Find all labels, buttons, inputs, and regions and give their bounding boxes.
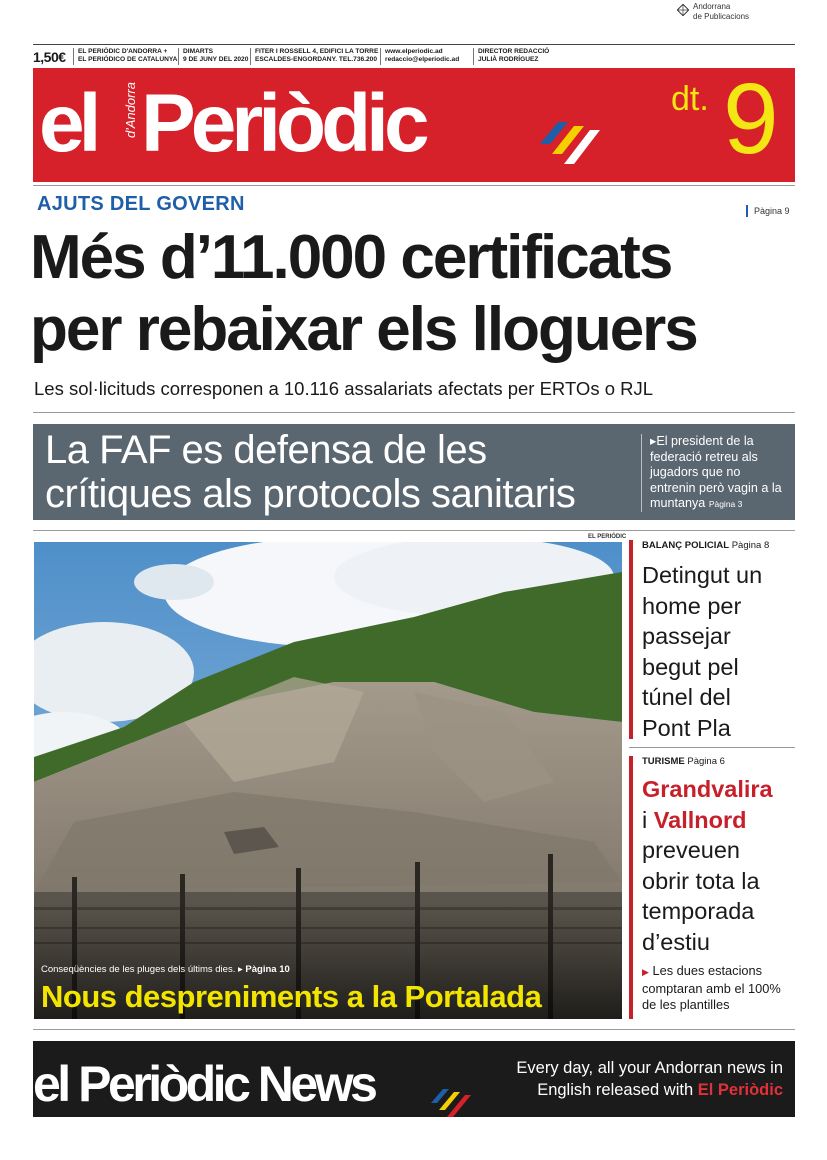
lead-deck: Les sol·licituds corresponen a 10.116 assalariats afectats per ERTOs o RJL: [34, 378, 654, 399]
address: [250, 48, 378, 65]
triangle-bullet-icon: ▶: [642, 967, 649, 977]
publisher: [677, 2, 749, 21]
issue-day: DIMARTS: [183, 48, 214, 55]
divider: [33, 412, 795, 413]
tagline-line-1: Every day, all your Andorran news in: [516, 1059, 783, 1077]
issue-date: [178, 48, 248, 65]
photo-headline: Nous despreniments a la Portalada: [41, 979, 542, 1014]
logo-periodic: Periòdic: [141, 78, 425, 169]
banner-tagline: [503, 1057, 783, 1101]
tagline-line-2: English released with: [537, 1081, 694, 1099]
story-tourism-page: Pàgina 6: [687, 756, 725, 767]
logo-andorra: d'Andorra: [123, 82, 138, 138]
top-rule: [33, 44, 795, 45]
photo-credit: EL PERIÓDIC: [588, 534, 627, 540]
headline-line: passejar: [642, 623, 731, 649]
story-police-headline: [633, 560, 797, 743]
day-number: 9: [723, 63, 779, 175]
email-link[interactable]: redaccio@elperiodic.ad: [385, 56, 460, 63]
vallnord-name: Vallnord: [653, 806, 747, 833]
director: [473, 48, 549, 65]
address-line-1: FITER I ROSSELL 4, EDIFICI LA TORRE: [255, 48, 379, 55]
headline-conjunction: i: [642, 806, 648, 833]
faf-page-ref: Pàgina 3: [708, 499, 743, 509]
photo-caption: [41, 964, 290, 975]
director-name: JULIÀ RODRÍGUEZ: [478, 56, 539, 63]
landslide-photo-image: [34, 542, 622, 1019]
combo-offer: [73, 48, 177, 65]
periodic-news-logo: el Periòdic News: [33, 1056, 375, 1112]
story-police-section: BALANÇ POLICIAL: [642, 540, 730, 551]
logo-el: el: [39, 78, 96, 169]
periodic-news-banner[interactable]: [33, 1041, 795, 1117]
issue-date-text: 9 DE JUNY DEL 2020: [183, 56, 249, 63]
bullet-text: Les dues estacions comptaran amb el 100% de les plantilles: [642, 963, 781, 1012]
triangle-bullet-icon: ▸: [237, 964, 243, 975]
story-tourism[interactable]: [629, 756, 797, 1019]
director-label: DIRECTOR REDACCIÓ: [478, 48, 550, 55]
photo-caption-text: Conseqüències de les pluges dels últims dies.: [41, 964, 236, 975]
headline-line: obrir tota la: [642, 867, 760, 894]
divider: [33, 530, 795, 531]
faf-story[interactable]: [33, 424, 795, 520]
story-police-kicker: [633, 540, 797, 552]
divider: [629, 747, 795, 748]
combo-line-1: EL PERIÒDIC D'ANDORRA +: [78, 48, 168, 55]
headline-line: begut pel: [642, 653, 739, 680]
andorra-flag-stripes-icon: [429, 1081, 475, 1117]
story-tourism-headline: [633, 774, 797, 957]
divider: [33, 1029, 795, 1030]
address-line-2: ESCALDES-ENGORDANY. TEL.736.200: [255, 56, 378, 63]
divider: [33, 185, 795, 186]
story-tourism-kicker: [633, 756, 797, 768]
lead-kicker: AJUTS DEL GOVERN: [37, 193, 245, 215]
combo-line-2: EL PERIÓDICO DE CATALUNYA: [78, 56, 178, 63]
andorra-flag-stripes-icon: [536, 108, 606, 168]
headline-line: túnel del: [642, 684, 731, 710]
info-strip: [33, 44, 795, 68]
faf-headline: La FAF es defensa de les crítiques als protocols sanitaris: [45, 428, 576, 516]
story-tourism-section: TURISME: [642, 756, 685, 767]
lead-headline-line-1: Més d’11.000 certificats: [30, 223, 672, 292]
day-abbrev: dt.: [671, 80, 709, 118]
contact: [380, 48, 459, 65]
lead-headline[interactable]: [30, 222, 800, 366]
faf-summary: [641, 434, 789, 512]
publisher-line-1: Andorrana: [693, 2, 731, 11]
grandvalira-name: Grandvalira: [642, 776, 773, 802]
photo-page-ref: Pàgina 10: [245, 964, 290, 975]
headline-line: temporada: [642, 898, 755, 924]
landslide-photo[interactable]: [34, 542, 622, 1019]
price: 1,50€: [33, 49, 66, 65]
lead-page-ref: Pàgina 9: [746, 205, 790, 217]
headline-line: Pont Pla: [642, 714, 731, 741]
story-police[interactable]: [629, 540, 797, 739]
publisher-line-2: de Publicacions: [693, 11, 750, 21]
story-tourism-bullet: [633, 963, 797, 1014]
website-link[interactable]: www.elperiodic.ad: [385, 48, 443, 55]
triangle-bullet-icon: ▸: [650, 434, 657, 448]
tagline-brand: El Periòdic: [697, 1081, 783, 1099]
story-police-page: Pàgina 8: [731, 540, 770, 551]
headline-line: d’estiu: [642, 928, 710, 955]
faf-summary-text: El president de la federació retreu als jugadors que no entrenin però vagin a la muntanya: [650, 434, 782, 510]
headline-line: home per: [642, 592, 742, 619]
headline-line: Detingut un: [642, 562, 763, 588]
headline-line: preveuen: [642, 837, 740, 863]
lead-headline-line-2: per rebaixar els lloguers: [30, 295, 697, 364]
masthead: [33, 63, 795, 182]
